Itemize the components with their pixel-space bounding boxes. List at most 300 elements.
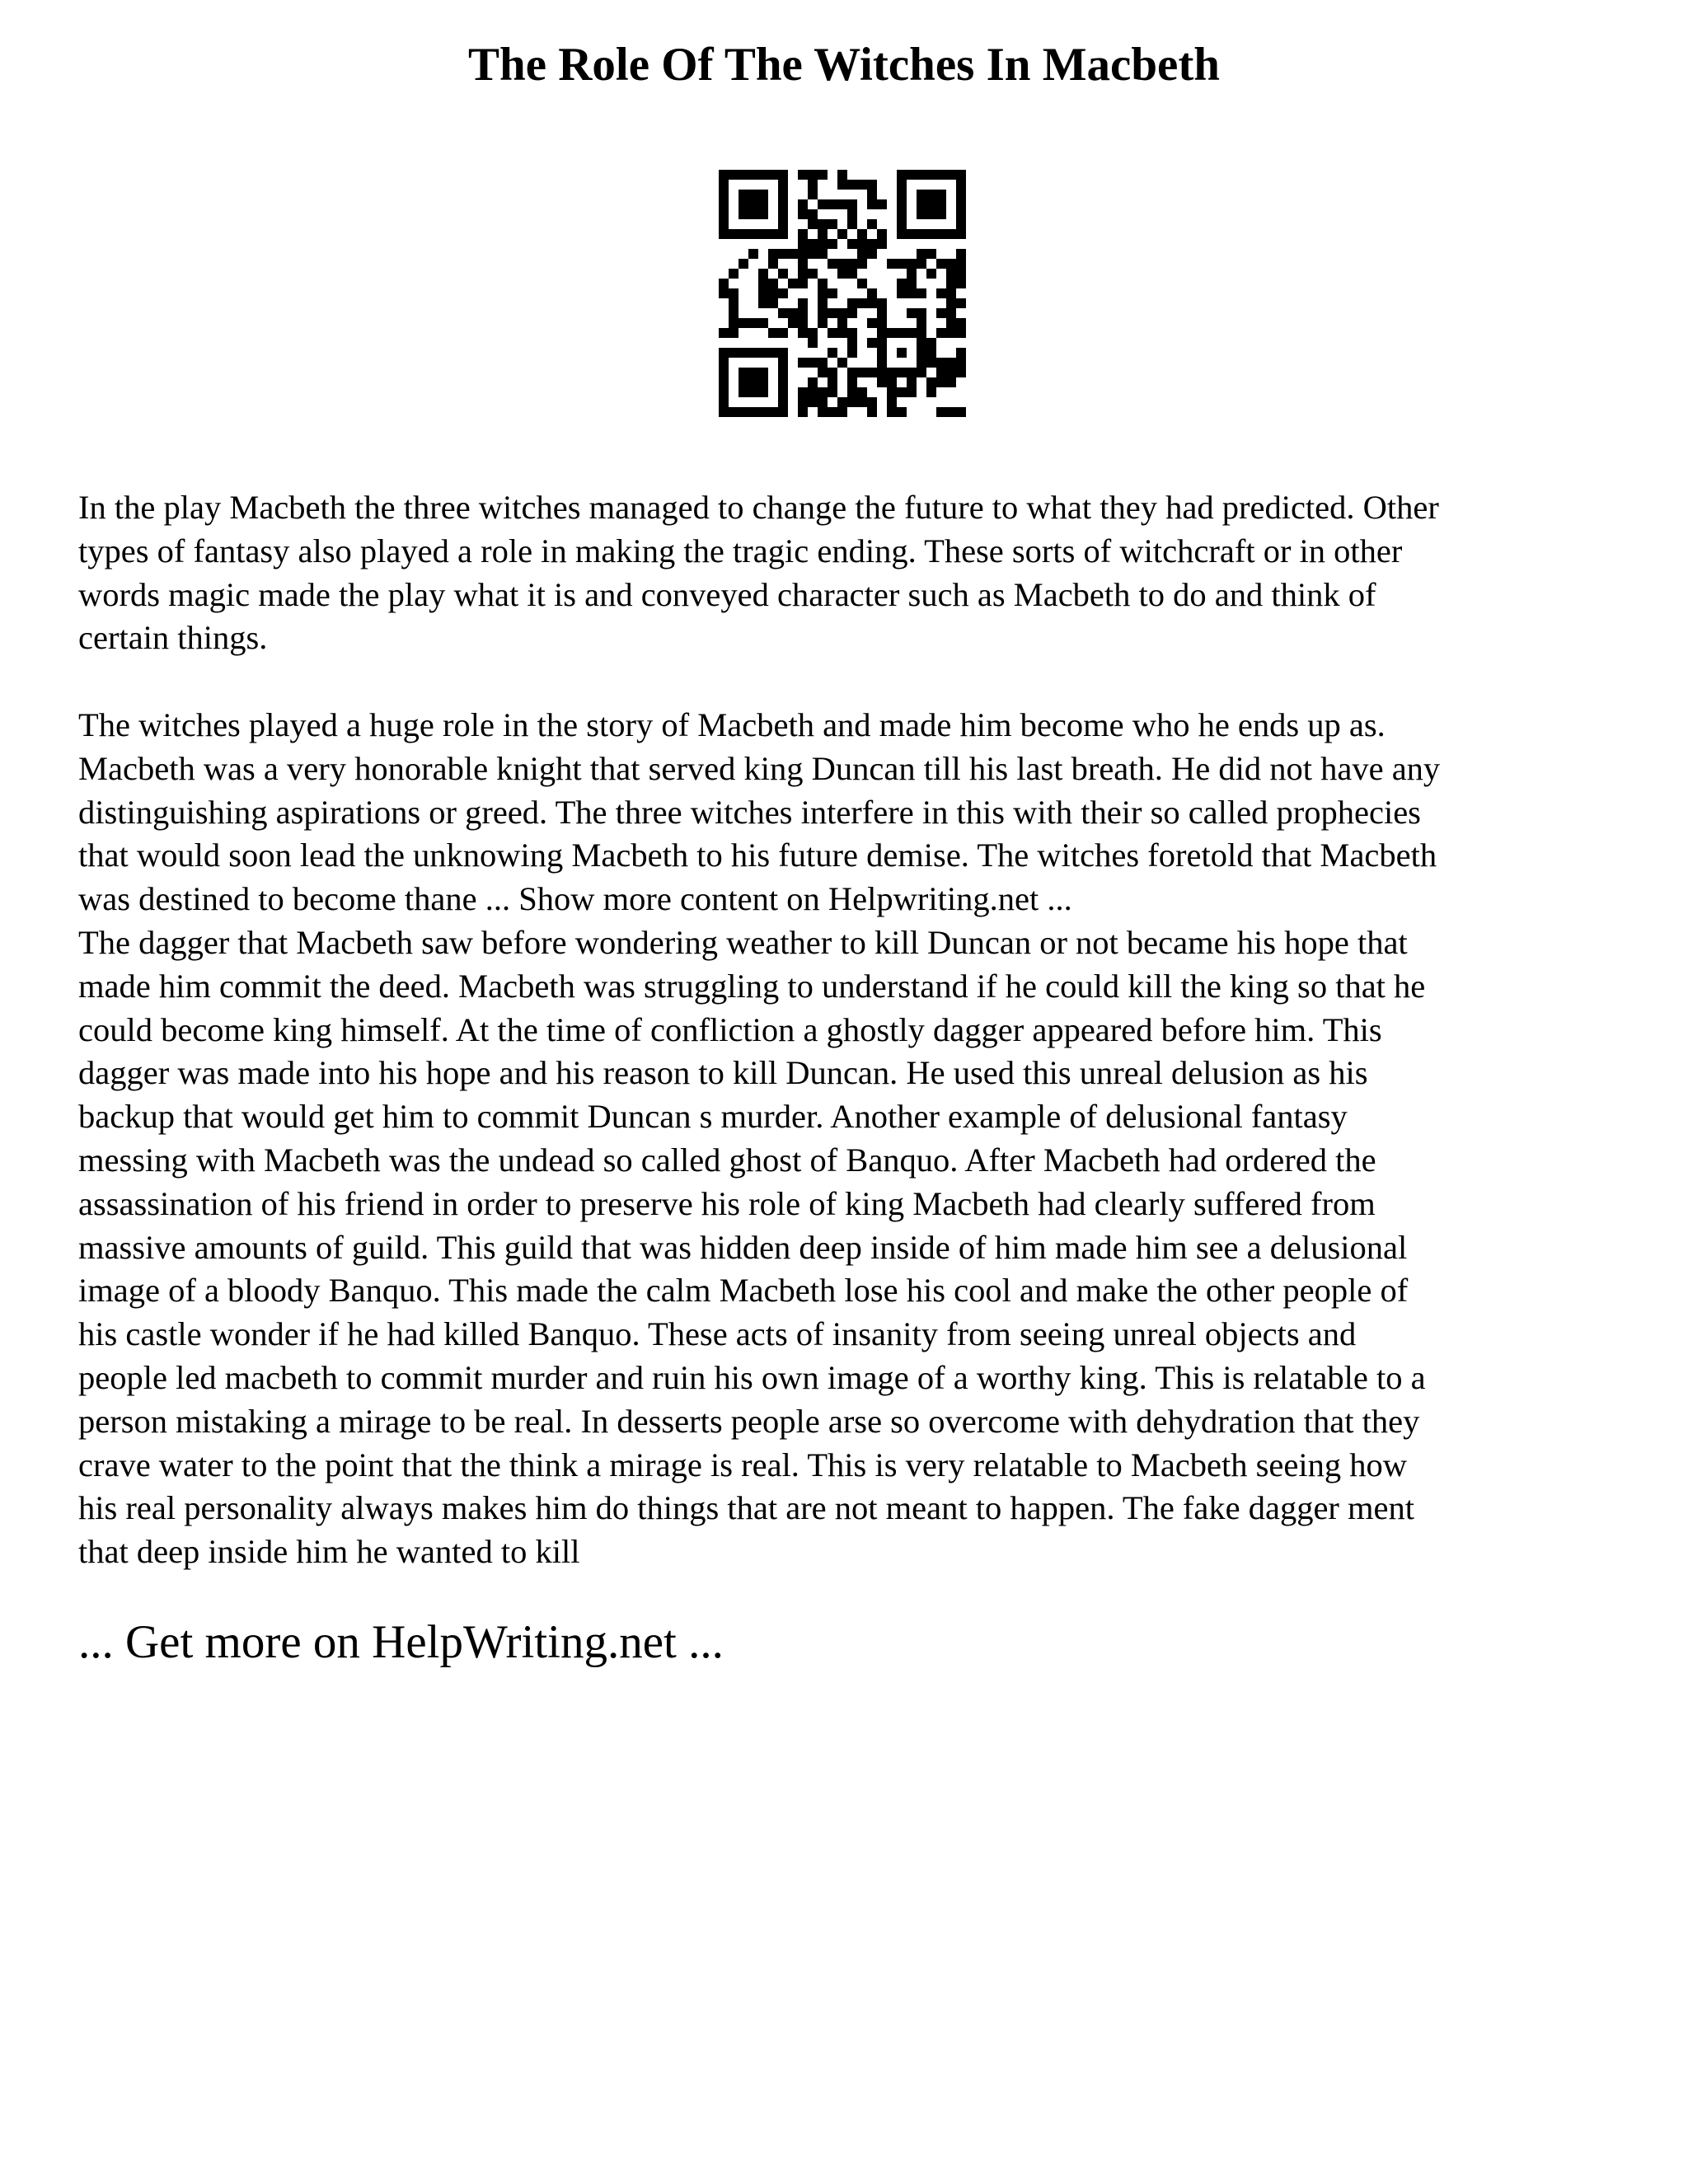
qr-module bbox=[798, 387, 808, 397]
qr-module bbox=[857, 279, 867, 288]
qr-module bbox=[808, 249, 818, 259]
qr-module bbox=[818, 249, 828, 259]
qr-module bbox=[719, 288, 729, 298]
qr-module bbox=[808, 190, 818, 199]
qr-module bbox=[837, 269, 847, 279]
qr-module bbox=[748, 229, 758, 239]
qr-module bbox=[818, 219, 828, 229]
qr-module bbox=[867, 199, 877, 209]
qr-module bbox=[778, 209, 788, 219]
qr-module bbox=[867, 407, 877, 417]
qr-module bbox=[719, 199, 729, 209]
qr-module bbox=[818, 308, 828, 318]
qr-module bbox=[778, 269, 788, 279]
qr-module bbox=[719, 377, 729, 387]
qr-module bbox=[719, 229, 729, 239]
qr-module bbox=[907, 368, 917, 377]
qr-module bbox=[867, 190, 877, 199]
qr-module bbox=[818, 298, 828, 308]
qr-module bbox=[946, 328, 956, 338]
qr-module bbox=[758, 269, 768, 279]
qr-module bbox=[946, 368, 956, 377]
qr-module bbox=[917, 229, 926, 239]
qr-module bbox=[748, 377, 758, 387]
qr-module bbox=[808, 328, 818, 338]
qr-module bbox=[877, 377, 887, 387]
qr-module bbox=[907, 269, 917, 279]
qr-module bbox=[877, 358, 887, 368]
qr-module bbox=[719, 219, 729, 229]
qr-module bbox=[798, 259, 808, 269]
qr-module bbox=[818, 229, 828, 239]
qr-module bbox=[828, 239, 837, 249]
qr-module bbox=[828, 368, 837, 377]
qr-module bbox=[837, 229, 847, 239]
qr-module bbox=[897, 368, 907, 377]
qr-module bbox=[936, 368, 946, 377]
qr-module bbox=[738, 229, 748, 239]
qr-module bbox=[867, 180, 877, 190]
qr-module bbox=[956, 328, 966, 338]
qr-module bbox=[758, 229, 768, 239]
text-line: The witches played a huge role in the story of Macbeth and made him become who he ends up as. bbox=[78, 706, 1386, 743]
qr-module bbox=[828, 308, 837, 318]
qr-module bbox=[936, 288, 946, 298]
qr-module bbox=[758, 387, 768, 397]
qr-module bbox=[897, 407, 907, 417]
qr-module bbox=[956, 407, 966, 417]
qr-module bbox=[719, 328, 729, 338]
qr-module bbox=[788, 249, 798, 259]
qr-module bbox=[748, 318, 758, 328]
qr-module bbox=[798, 239, 808, 249]
qr-module bbox=[956, 190, 966, 199]
text-line: types of fantasy also played a role in making the tragic ending. These sorts of witchcraft or in other bbox=[78, 532, 1403, 569]
qr-module bbox=[837, 358, 847, 368]
qr-module bbox=[748, 209, 758, 219]
qr-module bbox=[917, 190, 926, 199]
qr-module bbox=[748, 368, 758, 377]
qr-module bbox=[738, 170, 748, 180]
qr-module bbox=[818, 288, 828, 298]
qr-module bbox=[956, 180, 966, 190]
get-more-link[interactable]: ... Get more on HelpWriting.net ... bbox=[78, 1616, 724, 1668]
qr-module bbox=[828, 407, 837, 417]
qr-module bbox=[926, 387, 936, 397]
qr-module bbox=[788, 279, 798, 288]
qr-module bbox=[818, 358, 828, 368]
qr-module bbox=[897, 387, 907, 397]
qr-module bbox=[877, 318, 887, 328]
qr-module bbox=[798, 407, 808, 417]
qr-module bbox=[956, 199, 966, 209]
qr-module bbox=[897, 180, 907, 190]
qr-module bbox=[857, 259, 867, 269]
qr-module bbox=[907, 229, 917, 239]
qr-module bbox=[887, 387, 897, 397]
qr-module bbox=[778, 190, 788, 199]
qr-module bbox=[887, 328, 897, 338]
qr-module bbox=[808, 269, 818, 279]
qr-module bbox=[837, 170, 847, 180]
qr-module bbox=[798, 298, 808, 308]
text-line: crave water to the point that the think a mirage is real. This is very relatable to Macbeth seeing how bbox=[78, 1446, 1407, 1483]
qr-module bbox=[828, 387, 837, 397]
qr-module bbox=[847, 180, 857, 190]
qr-module bbox=[837, 407, 847, 417]
qr-module bbox=[828, 377, 837, 387]
qr-module bbox=[946, 377, 956, 387]
qr-code-icon bbox=[719, 170, 966, 417]
qr-module bbox=[926, 358, 936, 368]
qr-module bbox=[847, 199, 857, 209]
qr-module bbox=[778, 199, 788, 209]
qr-module bbox=[887, 407, 897, 417]
qr-module bbox=[808, 338, 818, 348]
qr-module bbox=[778, 358, 788, 368]
qr-module bbox=[798, 318, 808, 328]
qr-module bbox=[729, 318, 738, 328]
qr-module bbox=[719, 279, 729, 288]
qr-module bbox=[778, 180, 788, 190]
qr-module bbox=[778, 377, 788, 387]
qr-module bbox=[738, 377, 748, 387]
qr-module bbox=[808, 377, 818, 387]
qr-module bbox=[847, 387, 857, 397]
qr-module bbox=[907, 308, 917, 318]
qr-module bbox=[778, 308, 788, 318]
qr-module bbox=[946, 298, 956, 308]
text-line: image of a bloody Banquo. This made the calm Macbeth lose his cool and make the other people of bbox=[78, 1272, 1409, 1310]
qr-module bbox=[798, 397, 808, 407]
qr-module bbox=[926, 377, 936, 387]
qr-module bbox=[917, 199, 926, 209]
qr-module bbox=[867, 338, 877, 348]
qr-module bbox=[798, 279, 808, 288]
qr-module bbox=[847, 377, 857, 387]
qr-module bbox=[857, 387, 867, 397]
qr-module bbox=[729, 269, 738, 279]
qr-module bbox=[867, 368, 877, 377]
qr-module bbox=[778, 288, 788, 298]
qr-module bbox=[946, 407, 956, 417]
qr-module bbox=[748, 190, 758, 199]
qr-module bbox=[897, 219, 907, 229]
qr-module bbox=[729, 308, 738, 318]
qr-module bbox=[877, 368, 887, 377]
qr-module bbox=[897, 328, 907, 338]
text-line: his castle wonder if he had killed Banquo. These acts of insanity from seeing unreal objects and bbox=[78, 1315, 1357, 1353]
text-line: could become king himself. At the time of confliction a ghostly dagger appeared before him. This bbox=[78, 1010, 1382, 1048]
qr-module bbox=[808, 387, 818, 397]
qr-module bbox=[837, 180, 847, 190]
qr-module bbox=[936, 209, 946, 219]
text-line: certain things. bbox=[78, 619, 268, 657]
qr-module bbox=[808, 219, 818, 229]
qr-module bbox=[847, 209, 857, 219]
text-line: made him commit the deed. Macbeth was struggling to understand if he could kill the king so that he bbox=[78, 967, 1426, 1005]
qr-module bbox=[867, 249, 877, 259]
qr-module bbox=[877, 348, 887, 358]
qr-module bbox=[758, 318, 768, 328]
text-line: person mistaking a mirage to be real. In desserts people arse so overcome with dehydration that they bbox=[78, 1402, 1420, 1440]
qr-module bbox=[847, 269, 857, 279]
qr-module bbox=[818, 239, 828, 249]
qr-module bbox=[956, 170, 966, 180]
qr-module bbox=[798, 199, 808, 209]
qr-module bbox=[758, 170, 768, 180]
qr-module bbox=[857, 397, 867, 407]
qr-module bbox=[857, 368, 867, 377]
qr-module bbox=[926, 170, 936, 180]
qr-module bbox=[936, 259, 946, 269]
qr-module bbox=[926, 348, 936, 358]
qr-module bbox=[818, 387, 828, 397]
qr-module bbox=[768, 298, 778, 308]
qr-module bbox=[956, 269, 966, 279]
qr-module bbox=[828, 288, 837, 298]
qr-module bbox=[768, 407, 778, 417]
qr-module bbox=[867, 298, 877, 308]
qr-module bbox=[936, 190, 946, 199]
qr-module bbox=[847, 328, 857, 338]
qr-module bbox=[847, 259, 857, 269]
qr-module bbox=[778, 368, 788, 377]
qr-module bbox=[857, 239, 867, 249]
qr-module bbox=[946, 318, 956, 328]
qr-module bbox=[719, 387, 729, 397]
qr-module bbox=[837, 397, 847, 407]
qr-module bbox=[768, 229, 778, 239]
qr-module bbox=[926, 269, 936, 279]
qr-module bbox=[719, 209, 729, 219]
qr-module bbox=[926, 209, 936, 219]
qr-module bbox=[828, 348, 837, 358]
qr-module bbox=[768, 288, 778, 298]
qr-module bbox=[926, 190, 936, 199]
qr-module bbox=[837, 199, 847, 209]
qr-module bbox=[778, 229, 788, 239]
qr-module bbox=[738, 348, 748, 358]
qr-module bbox=[738, 368, 748, 377]
qr-module bbox=[729, 407, 738, 417]
paragraph-intro bbox=[78, 486, 1628, 660]
qr-module bbox=[778, 328, 788, 338]
qr-module bbox=[926, 338, 936, 348]
qr-module bbox=[847, 368, 857, 377]
qr-module bbox=[778, 348, 788, 358]
qr-module bbox=[926, 249, 936, 259]
qr-module bbox=[887, 397, 897, 407]
qr-module bbox=[818, 170, 828, 180]
qr-module bbox=[867, 397, 877, 407]
qr-module bbox=[936, 199, 946, 209]
text-line: that would soon lead the unknowing Macbeth to his future demise. The witches foretold that Macbeth bbox=[78, 837, 1437, 874]
text-line: that deep inside him he wanted to kill bbox=[78, 1533, 580, 1571]
text-line: words magic made the play what it is and conveyed character such as Macbeth to do and think of bbox=[78, 575, 1376, 613]
qr-module bbox=[729, 328, 738, 338]
qr-module bbox=[857, 229, 867, 239]
qr-module bbox=[867, 288, 877, 298]
qr-module bbox=[847, 348, 857, 358]
qr-module bbox=[946, 269, 956, 279]
qr-module bbox=[719, 368, 729, 377]
qr-module bbox=[917, 249, 926, 259]
qr-module bbox=[719, 407, 729, 417]
qr-module bbox=[936, 308, 946, 318]
qr-module bbox=[798, 229, 808, 239]
qr-module bbox=[768, 328, 778, 338]
qr-module bbox=[778, 170, 788, 180]
qr-module bbox=[907, 288, 917, 298]
qr-module bbox=[758, 348, 768, 358]
qr-module bbox=[917, 348, 926, 358]
qr-module bbox=[719, 190, 729, 199]
qr-module bbox=[917, 328, 926, 338]
qr-module bbox=[946, 170, 956, 180]
qr-module bbox=[956, 279, 966, 288]
qr-module bbox=[738, 407, 748, 417]
qr-module bbox=[818, 407, 828, 417]
qr-module bbox=[798, 170, 808, 180]
qr-module bbox=[818, 199, 828, 209]
qr-module bbox=[917, 209, 926, 219]
qr-module bbox=[907, 170, 917, 180]
qr-module bbox=[847, 219, 857, 229]
qr-module bbox=[748, 199, 758, 209]
qr-module bbox=[877, 308, 887, 318]
qr-module bbox=[798, 249, 808, 259]
qr-module bbox=[837, 259, 847, 269]
qr-module bbox=[837, 318, 847, 328]
qr-module bbox=[956, 249, 966, 259]
text-line: In the play Macbeth the three witches managed to change the future to what they had predicted. Other bbox=[78, 489, 1439, 526]
qr-module bbox=[936, 170, 946, 180]
qr-module bbox=[729, 288, 738, 298]
qr-module bbox=[857, 298, 867, 308]
qr-module bbox=[907, 328, 917, 338]
qr-module bbox=[917, 368, 926, 377]
qr-module bbox=[956, 368, 966, 377]
qr-module bbox=[798, 308, 808, 318]
qr-module bbox=[818, 279, 828, 288]
qr-module bbox=[808, 209, 818, 219]
qr-module bbox=[758, 377, 768, 387]
qr-module bbox=[738, 259, 748, 269]
qr-module bbox=[897, 209, 907, 219]
qr-module bbox=[956, 229, 966, 239]
qr-module bbox=[808, 397, 818, 407]
qr-module bbox=[778, 219, 788, 229]
qr-module bbox=[768, 259, 778, 269]
qr-module bbox=[758, 298, 768, 308]
qr-module bbox=[956, 219, 966, 229]
qr-module bbox=[936, 407, 946, 417]
qr-module bbox=[788, 318, 798, 328]
qr-module bbox=[917, 170, 926, 180]
qr-module bbox=[778, 249, 788, 259]
qr-module bbox=[956, 209, 966, 219]
qr-module bbox=[867, 318, 877, 328]
qr-module bbox=[758, 368, 768, 377]
qr-module bbox=[877, 239, 887, 249]
qr-module bbox=[917, 288, 926, 298]
qr-module bbox=[748, 348, 758, 358]
qr-module bbox=[778, 387, 788, 397]
qr-module bbox=[887, 368, 897, 377]
text-line: assassination of his friend in order to preserve his role of king Macbeth had clearly suffered from bbox=[78, 1184, 1376, 1222]
text-line: messing with Macbeth was the undead so called ghost of Banquo. After Macbeth had ordered the bbox=[78, 1141, 1376, 1179]
qr-module bbox=[758, 209, 768, 219]
qr-module bbox=[808, 358, 818, 368]
qr-module bbox=[877, 298, 887, 308]
qr-module bbox=[926, 199, 936, 209]
text-line: people led macbeth to commit murder and ruin his own image of a worthy king. This is relatable to a bbox=[78, 1358, 1426, 1396]
text-line[interactable]: was destined to become thane ... Show more content on Helpwriting.net ... bbox=[78, 880, 1072, 918]
qr-module bbox=[748, 170, 758, 180]
qr-module bbox=[818, 397, 828, 407]
qr-module bbox=[768, 249, 778, 259]
qr-module bbox=[857, 249, 867, 259]
qr-module bbox=[917, 358, 926, 368]
qr-module bbox=[847, 239, 857, 249]
qr-module bbox=[897, 170, 907, 180]
qr-module bbox=[837, 308, 847, 318]
qr-module bbox=[946, 288, 956, 298]
qr-module bbox=[897, 199, 907, 209]
qr-module bbox=[857, 180, 867, 190]
qr-module bbox=[748, 387, 758, 397]
qr-module bbox=[897, 279, 907, 288]
qr-module bbox=[897, 288, 907, 298]
text-line: Macbeth was a very honorable knight that served king Duncan till his last breath. He did not have any bbox=[78, 749, 1441, 787]
qr-module bbox=[738, 387, 748, 397]
qr-module bbox=[917, 259, 926, 269]
qr-module bbox=[956, 259, 966, 269]
qr-module bbox=[808, 180, 818, 190]
qr-module bbox=[758, 190, 768, 199]
qr-module bbox=[808, 170, 818, 180]
qr-module bbox=[847, 308, 857, 318]
qr-module bbox=[758, 407, 768, 417]
qr-module bbox=[847, 338, 857, 348]
qr-module bbox=[936, 229, 946, 239]
qr-module bbox=[936, 328, 946, 338]
text-line: dagger was made into his hope and his reason to kill Duncan. He used this unreal delusion as his bbox=[78, 1054, 1368, 1092]
text-line: distinguishing aspirations or greed. The three witches interfere in this with their so called prophecies bbox=[78, 793, 1421, 831]
qr-module bbox=[946, 279, 956, 288]
qr-module bbox=[897, 259, 907, 269]
qr-module bbox=[917, 318, 926, 328]
qr-module bbox=[818, 368, 828, 377]
qr-module bbox=[738, 318, 748, 328]
qr-module bbox=[877, 338, 887, 348]
qr-module bbox=[758, 288, 768, 298]
qr-module bbox=[729, 348, 738, 358]
qr-module bbox=[828, 259, 837, 269]
qr-module bbox=[748, 249, 758, 259]
qr-module bbox=[907, 387, 917, 397]
qr-module bbox=[936, 377, 946, 387]
qr-module bbox=[917, 308, 926, 318]
qr-module bbox=[758, 279, 768, 288]
qr-module bbox=[926, 229, 936, 239]
qr-module bbox=[897, 229, 907, 239]
qr-module bbox=[828, 219, 837, 229]
qr-module bbox=[738, 209, 748, 219]
page-title: The Role Of The Witches In Macbeth bbox=[467, 39, 1221, 91]
qr-module bbox=[729, 229, 738, 239]
